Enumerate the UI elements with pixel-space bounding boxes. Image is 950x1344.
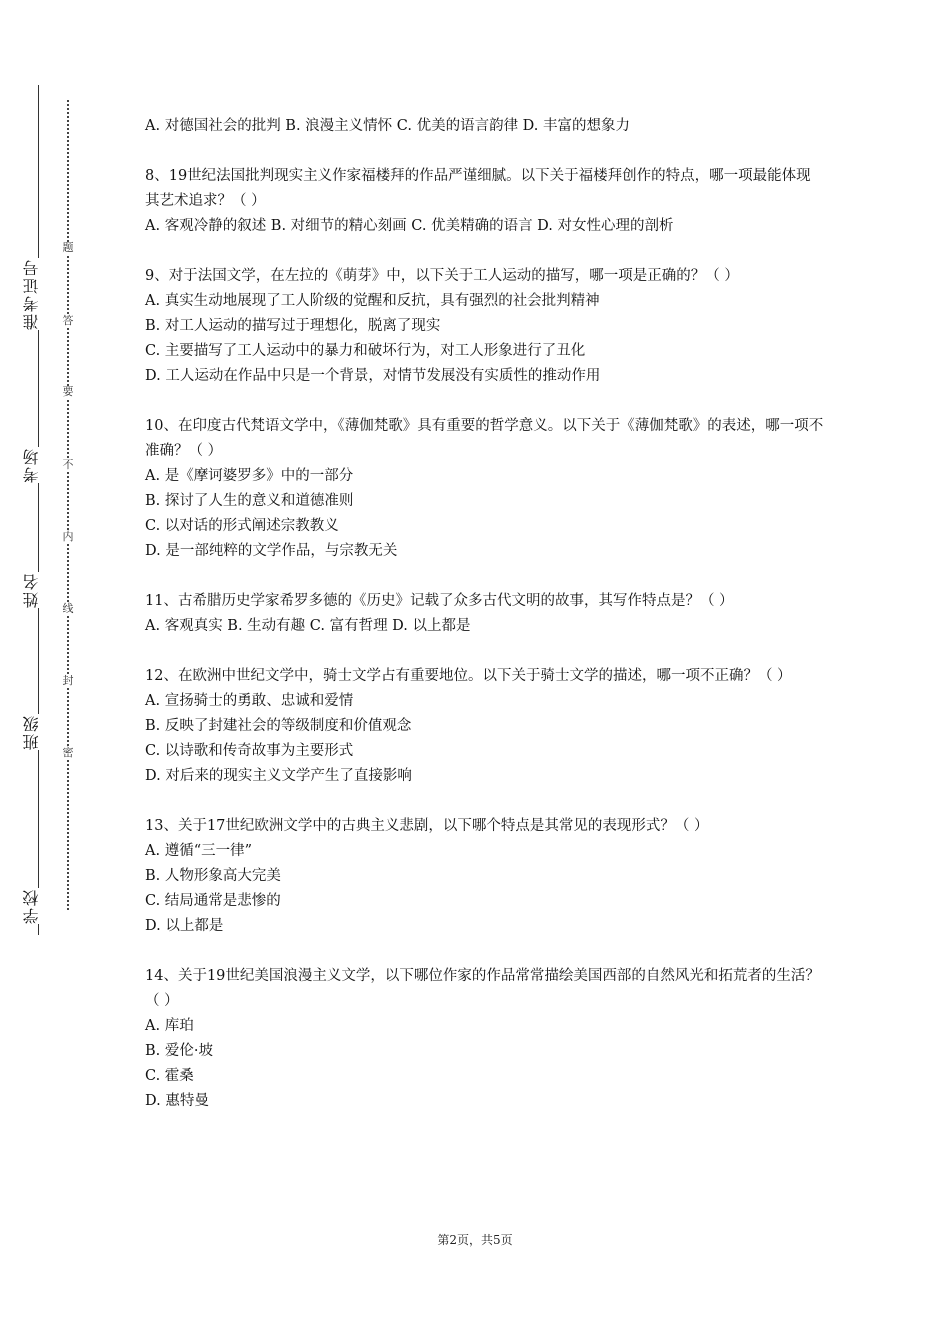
seal-char: 要 xyxy=(60,386,76,398)
question-option: A. 对德国社会的批判 B. 浪漫主义情怀 C. 优美的语言韵律 D. 丰富的想象力 xyxy=(145,118,631,134)
question-stem: 12、在欧洲中世纪文学中，骑士文学占有重要地位。以下关于骑士文学的描述，哪一项不正确？（ ） xyxy=(145,668,792,684)
question-item xyxy=(145,114,825,139)
question-stem: 14、关于19世纪美国浪漫主义文学，以下哪位作家的作品常常描绘美国西部的自然风光和拓荒者的生活？（ ） xyxy=(145,968,820,1009)
question-option: A. 库珀 xyxy=(145,1018,194,1034)
question-list xyxy=(145,114,825,1139)
field-label-exam-room: 考场 xyxy=(20,447,56,483)
seal-char: 答 xyxy=(60,315,76,327)
question-option: D. 以上都是 xyxy=(145,918,224,934)
question-item xyxy=(145,589,825,639)
page-footer: 第2页，共5页 xyxy=(437,1233,513,1247)
question-option: A. 客观真实 B. 生动有趣 C. 富有哲理 D. 以上都是 xyxy=(145,618,471,634)
question-option: D. 工人运动在作品中只是一个背景，对情节发展没有实质性的推动作用 xyxy=(145,368,601,384)
question-stem: 13、关于17世纪欧洲文学中的古典主义悲剧，以下哪个特点是其常见的表现形式？（ ） xyxy=(145,818,709,834)
question-item xyxy=(145,164,825,239)
question-item xyxy=(145,264,825,389)
question-option: B. 对工人运动的描写过于理想化，脱离了现实 xyxy=(145,318,441,334)
question-stem: 10、在印度古代梵语文学中，《薄伽梵歌》具有重要的哲学意义。以下关于《薄伽梵歌》的表述，哪一项不准确？（ ） xyxy=(145,418,824,459)
question-stem: 11、古希腊历史学家希罗多德的《历史》记载了众多古代文明的故事，其写作特点是？（ ） xyxy=(145,593,734,609)
seal-char: 密 xyxy=(60,747,76,759)
question-option: A. 客观冷静的叙述 B. 对细节的精心刻画 C. 优美精确的语言 D. 对女性心理的剖析 xyxy=(145,218,674,234)
binding-dotted-line xyxy=(67,100,69,910)
question-option: D. 是一部纯粹的文学作品，与宗教无关 xyxy=(145,543,398,559)
question-option: C. 结局通常是悲惨的 xyxy=(145,893,281,909)
question-option: B. 反映了封建社会的等级制度和价值观念 xyxy=(145,718,412,734)
seal-char: 内 xyxy=(60,531,76,543)
field-label-school: 学校 xyxy=(20,888,56,924)
binding-solid-line xyxy=(38,85,39,935)
question-item xyxy=(145,414,825,564)
question-item xyxy=(145,964,825,1114)
seal-char: 封 xyxy=(60,675,76,687)
seal-char: 不 xyxy=(60,459,76,471)
question-item xyxy=(145,814,825,939)
field-label-class: 班级 xyxy=(20,714,56,750)
question-option: C. 霍桑 xyxy=(145,1068,194,1084)
field-label-name: 姓名 xyxy=(20,572,56,608)
question-item xyxy=(145,664,825,789)
binding-margin xyxy=(0,0,100,1344)
seal-char: 题 xyxy=(60,242,76,254)
question-option: B. 爱伦·坡 xyxy=(145,1043,213,1059)
question-option: B. 探讨了人生的意义和道德准则 xyxy=(145,493,354,509)
question-stem: 8、19世纪法国批判现实主义作家福楼拜的作品严谨细腻。以下关于福楼拜创作的特点，哪一项最能体现其艺术追求？（ ） xyxy=(145,168,811,209)
field-label-exam-id: 准考证号 xyxy=(20,258,56,330)
question-option: C. 以诗歌和传奇故事为主要形式 xyxy=(145,743,354,759)
question-stem: 9、对于法国文学，在左拉的《萌芽》中，以下关于工人运动的描写，哪一项是正确的？（ ） xyxy=(145,268,739,284)
question-option: A. 宣扬骑士的勇敢、忠诚和爱情 xyxy=(145,693,354,709)
seal-char: 线 xyxy=(60,603,76,615)
question-option: B. 人物形象高大完美 xyxy=(145,868,281,884)
question-option: C. 以对话的形式阐述宗教教义 xyxy=(145,518,339,534)
question-option: A. 遵循“三一律” xyxy=(145,843,253,859)
question-option: A. 真实生动地展现了工人阶级的觉醒和反抗，具有强烈的社会批判精神 xyxy=(145,293,600,309)
question-option: C. 主要描写了工人运动中的暴力和破坏行为，对工人形象进行了丑化 xyxy=(145,343,586,359)
question-option: D. 惠特曼 xyxy=(145,1093,209,1109)
question-option: A. 是《摩诃婆罗多》中的一部分 xyxy=(145,468,354,484)
question-option: D. 对后来的现实主义文学产生了直接影响 xyxy=(145,768,412,784)
